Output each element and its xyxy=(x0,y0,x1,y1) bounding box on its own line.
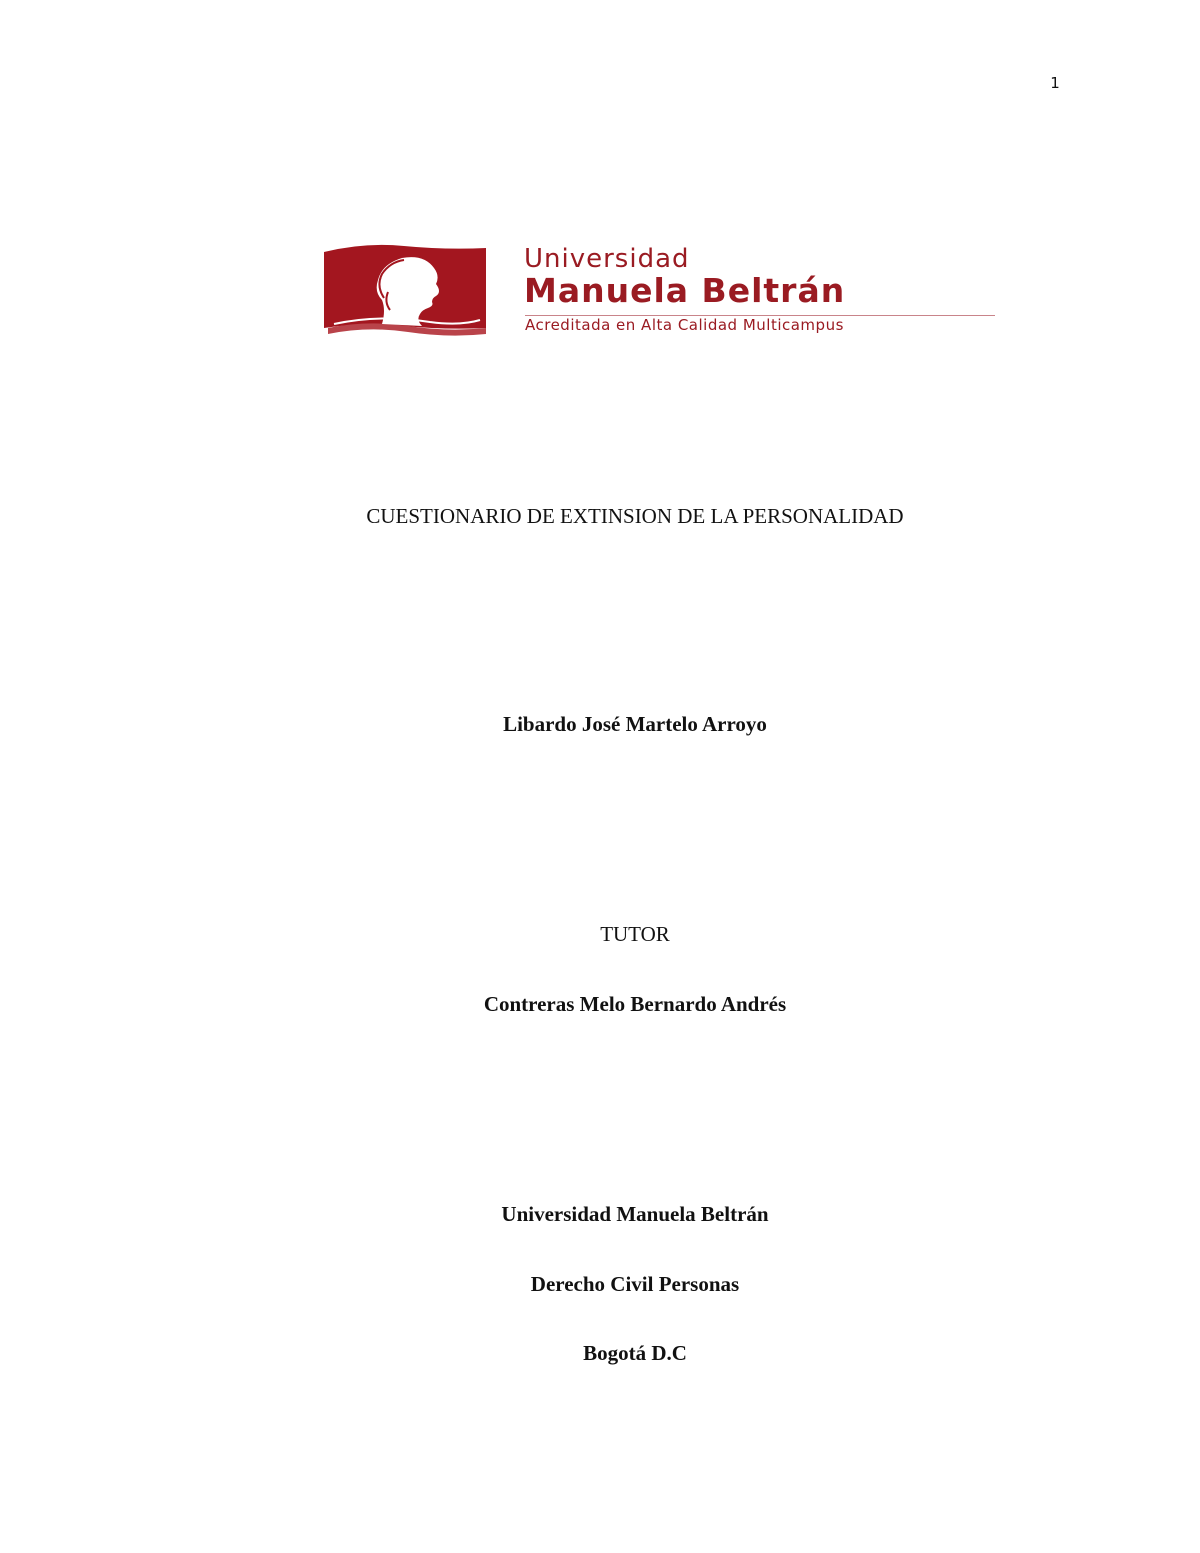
document-title: CUESTIONARIO DE EXTINSION DE LA PERSONALIDAD xyxy=(366,504,904,528)
city-name: Bogotá D.C xyxy=(583,1341,687,1365)
tutor-name: Contreras Melo Bernardo Andrés xyxy=(483,992,787,1016)
university-logo xyxy=(320,238,1000,338)
institution-name: Universidad Manuela Beltrán xyxy=(501,1202,769,1226)
page-number: 1 xyxy=(1050,74,1060,92)
tutor-label: TUTOR xyxy=(600,922,670,946)
woman-profile-flag-icon xyxy=(320,240,490,336)
logo-text-manuela-beltran: Manuela Beltrán xyxy=(524,271,846,310)
course-name: Derecho Civil Personas xyxy=(530,1272,740,1296)
logo-text-universidad: Universidad xyxy=(524,244,690,274)
logo-tagline: Acreditada en Alta Calidad Multicampus xyxy=(525,316,844,334)
author-name: Libardo José Martelo Arroyo xyxy=(503,712,767,736)
